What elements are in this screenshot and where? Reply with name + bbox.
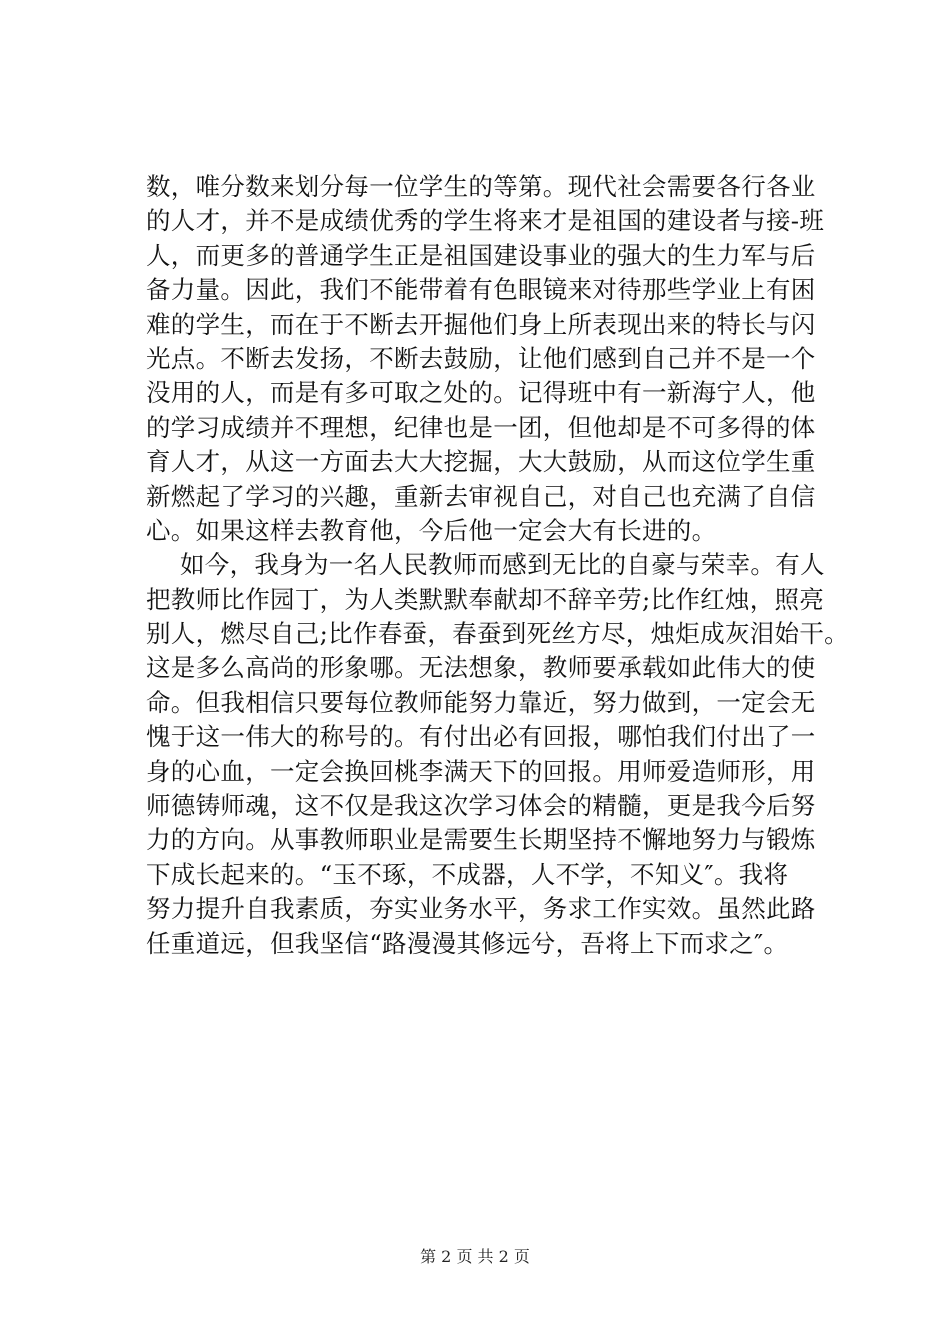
text-line: 的学习成绩并不理想，纪律也是一团，但他却是不可多得的体	[146, 412, 816, 442]
text-line: 新燃起了学习的兴趣，重新去审视自己，对自己也充满了自信	[146, 481, 816, 511]
page-footer	[0, 1244, 950, 1267]
text-line: 把教师比作园丁，为人类默默奉献却不辞辛劳;比作红烛，照亮	[146, 584, 825, 614]
text-line: 光点。不断去发扬，不断去鼓励，让他们感到自己并不是一个	[146, 343, 816, 373]
text-line: 力的方向。从事教师职业是需要生长期坚持不懈地努力与锻炼	[146, 825, 816, 855]
text-line: 人，而更多的普通学生正是祖国建设事业的强大的生力军与后	[146, 240, 816, 270]
paragraph-start-line: 如今，我身为一名人民教师而感到无比的自豪与荣幸。有人	[180, 550, 825, 580]
text-line: 心。如果这样去教育他，今后他一定会大有长进的。	[146, 515, 717, 545]
text-line: 数，唯分数来划分每一位学生的等第。现代社会需要各行各业	[146, 172, 816, 201]
text-line: 育人才，从这一方面去大大挖掘，大大鼓励，从而这位学生重	[146, 447, 816, 477]
text-line: 别人，燃尽自己;比作春蚕，春蚕到死丝方尽，烛炬成灰泪始干。	[146, 619, 849, 649]
body-text	[146, 170, 849, 961]
text-line: 身的心血，一定会换回桃李满天下的回报。用师爱造师形，用	[146, 756, 816, 786]
text-line: 的人才，并不是成绩优秀的学生将来才是祖国的建设者与接-班	[146, 206, 825, 236]
text-line: 备力量。因此，我们不能带着有色眼镜来对待那些学业上有困	[146, 275, 816, 305]
text-line: 这是多么高尚的形象哪。无法想象，教师要承载如此伟大的使	[146, 653, 816, 683]
text-line: 难的学生，而在于不断去开掘他们身上所表现出来的特长与闪	[146, 309, 816, 339]
text-line: 努力提升自我素质，夯实业务水平，务求工作实效。虽然此路	[146, 894, 816, 924]
text-line: 愧于这一伟大的称号的。有付出必有回报，哪怕我们付出了一	[146, 722, 816, 752]
text-line: 命。但我相信只要每位教师能努力靠近，努力做到，一定会无	[146, 687, 816, 717]
page-number-label: 第 2 页 共 2 页	[420, 1247, 530, 1266]
text-line: 师德铸师魂，这不仅是我这次学习体会的精髓，更是我今后努	[146, 791, 816, 821]
text-line: 没用的人，而是有多可取之处的。记得班中有一新海宁人，他	[146, 378, 816, 408]
text-line: 下成长起来的。“玉不琢，不成器，人不学，不知义″。我将	[146, 859, 789, 889]
text-line: 任重道远，但我坚信“路漫漫其修远兮，吾将上下而求之″。	[146, 928, 789, 958]
